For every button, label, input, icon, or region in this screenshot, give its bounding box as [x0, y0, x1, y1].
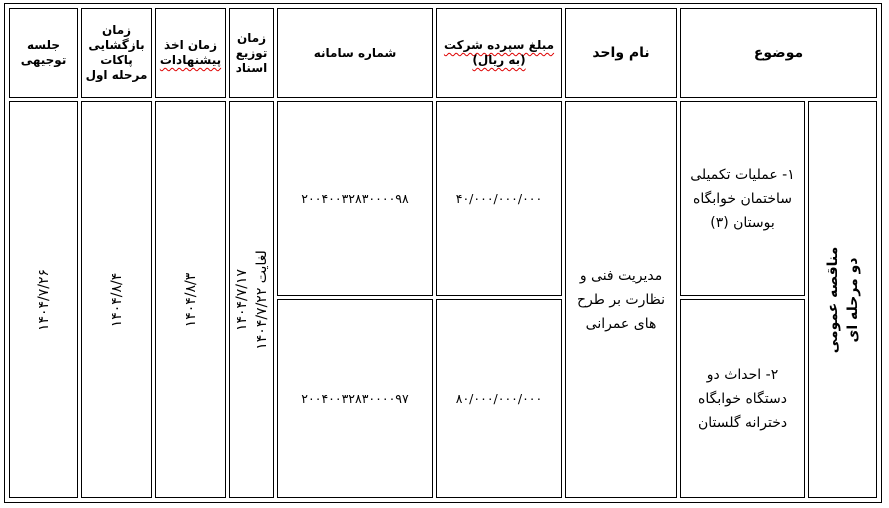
header-opening-time: زمان بازگشایی پاکات مرحله اول: [81, 8, 152, 98]
header-unit-name: نام واحد: [565, 8, 677, 98]
deposit-item-2: ۸۰/۰۰۰/۰۰۰/۰۰۰: [436, 299, 562, 498]
tender-type-cell: [808, 101, 877, 498]
deposit-item-1: ۴۰/۰۰۰/۰۰۰/۰۰۰: [436, 101, 562, 296]
header-system-number: شماره سامانه: [277, 8, 433, 98]
subject-item-1: ۱- عملیات تکمیلی ساختمان خوابگاه بوستان (۳): [680, 101, 805, 296]
header-deposit: مبلغ سپرده شرکت (به ریال): [436, 8, 562, 98]
subject-item-2: ۲- احداث دو دستگاه خوابگاه دخترانه گلستان: [680, 299, 805, 498]
system-number-item-1: ۲۰۰۴۰۰۳۲۸۳۰۰۰۰۹۸: [277, 101, 433, 296]
opening-date: ۱۴۰۴/۸/۴: [108, 272, 125, 327]
header-briefing: جلسه توجیهی: [9, 8, 78, 98]
header-subject: موضوع: [680, 8, 877, 98]
header-proposal-time: زمان اخذ پیشنهادات: [155, 8, 226, 98]
opening-time-cell: [81, 101, 152, 498]
doc-distribution-dates: ۱۴۰۴/۷/۱۷ لغایت ۱۴۰۴/۷/۲۲: [233, 249, 270, 350]
tender-type-label: مناقصه عمومی دو مرحله ای: [824, 246, 861, 353]
briefing-date: ۱۴۰۴/۷/۲۶: [35, 268, 52, 331]
doc-distribution-cell: [229, 101, 274, 498]
proposal-time-cell: [155, 101, 226, 498]
unit-name-cell: مدیریت فنی و نظارت بر طرح های عمرانی: [565, 101, 677, 498]
system-number-item-2: ۲۰۰۴۰۰۳۲۸۳۰۰۰۰۹۷: [277, 299, 433, 498]
proposal-date: ۱۴۰۴/۸/۳: [182, 272, 199, 327]
header-doc-distribution: زمان توزیع اسناد: [229, 8, 274, 98]
briefing-cell: [9, 101, 78, 498]
